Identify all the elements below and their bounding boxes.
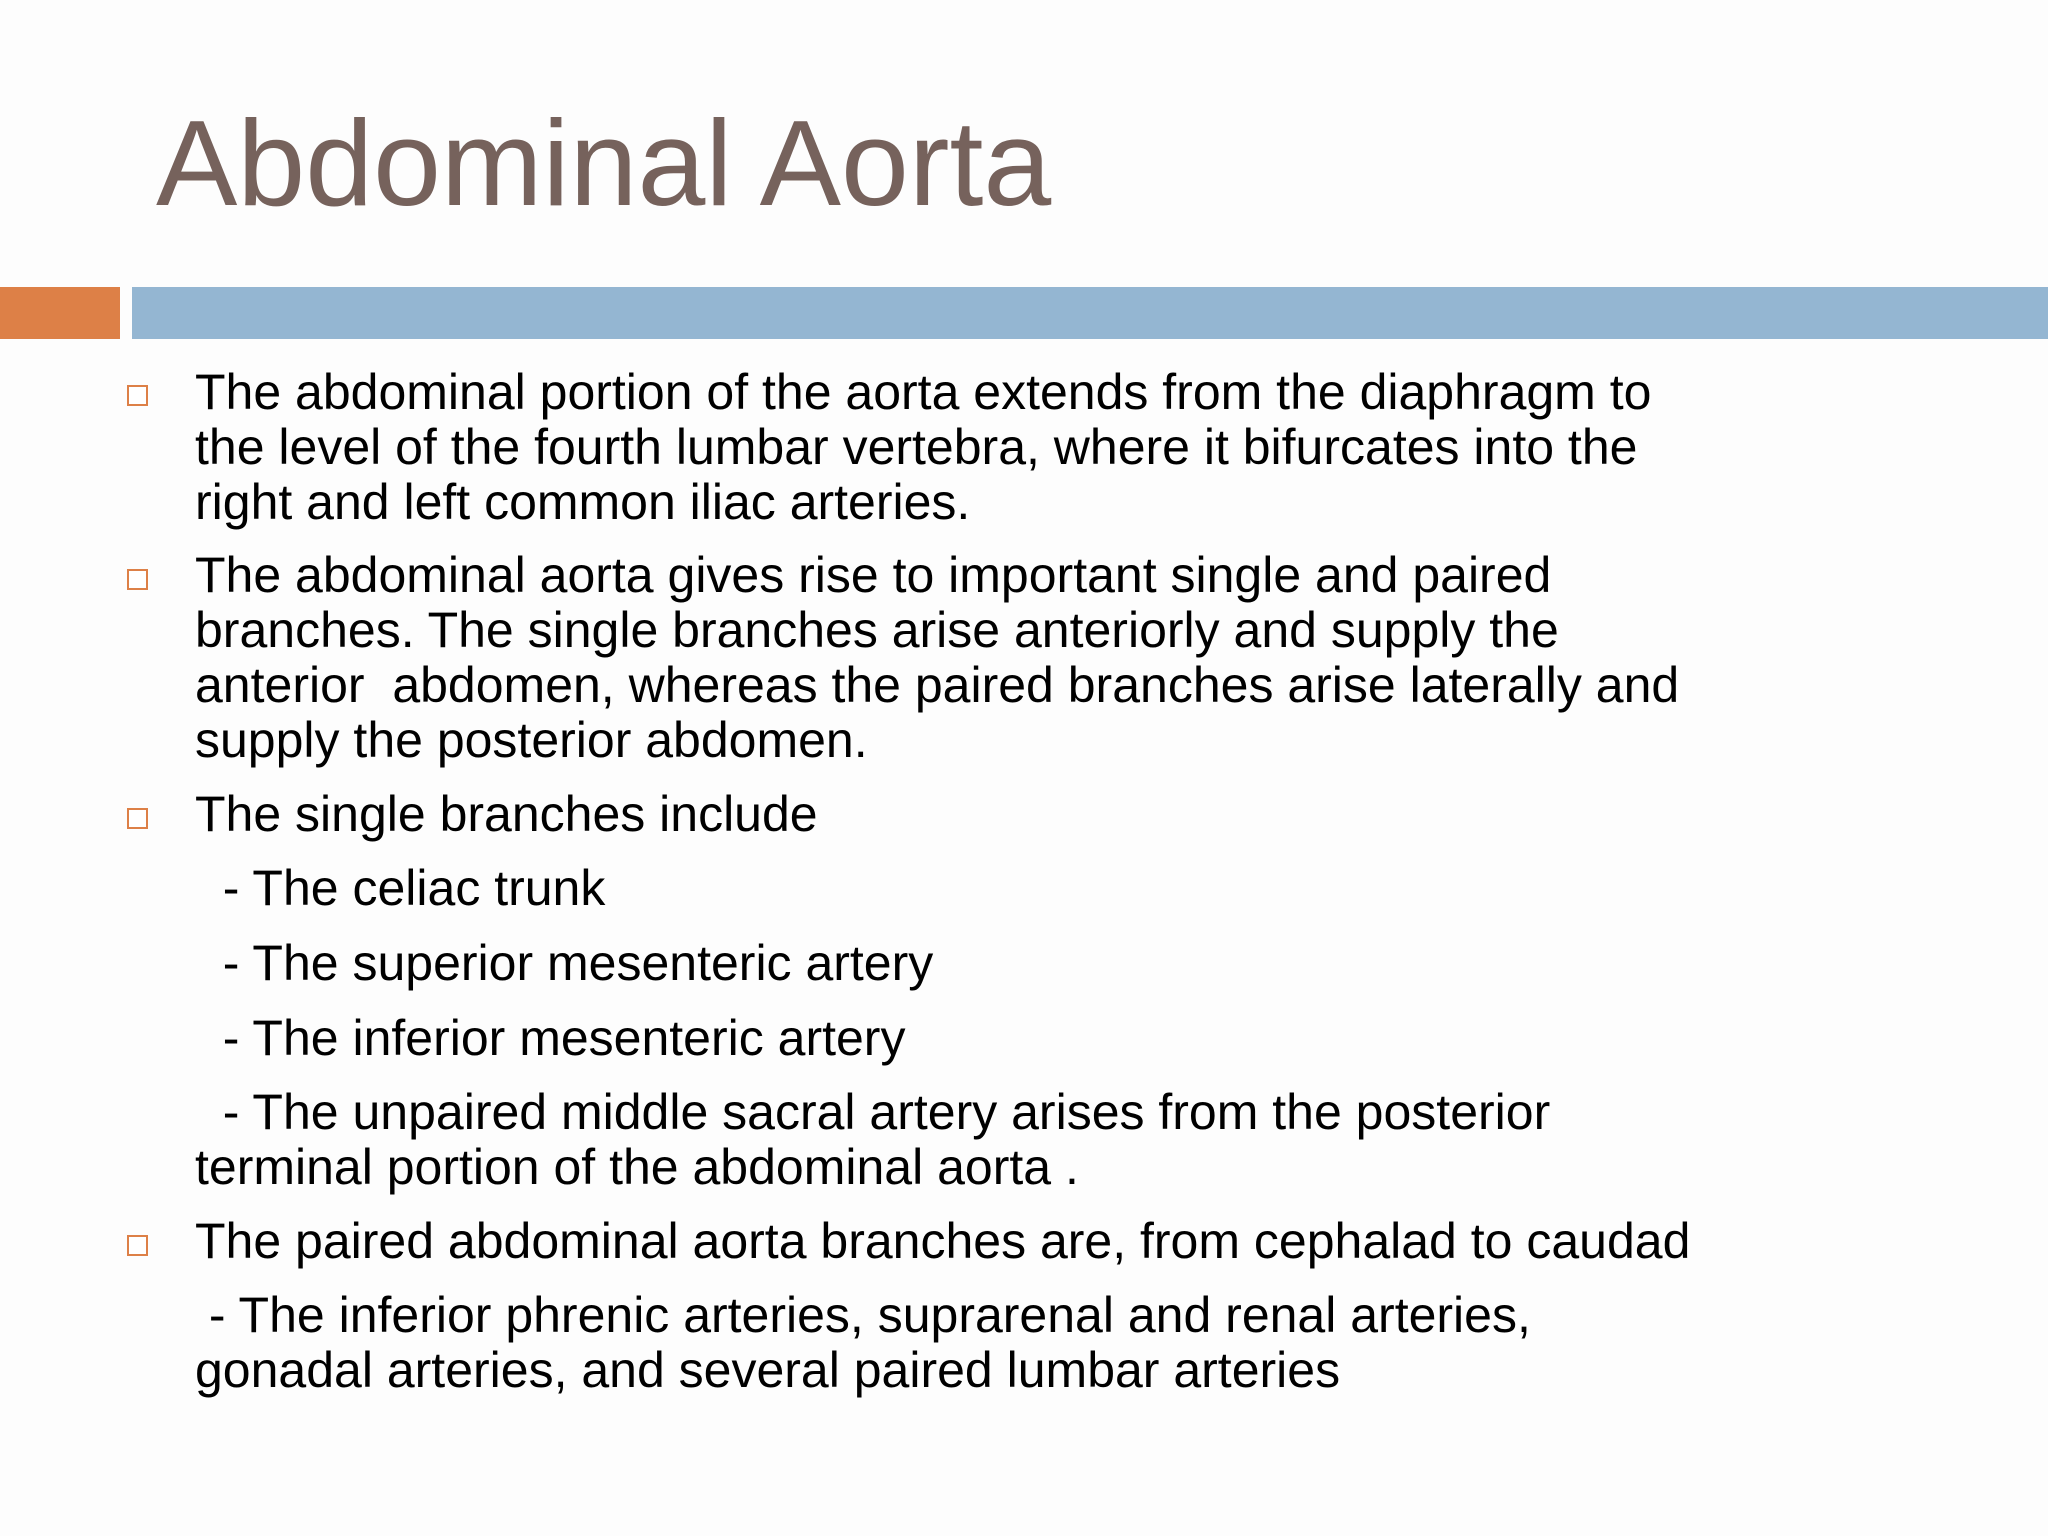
- bullet-text: The paired abdominal aorta branches are, from cephalad to caudad: [195, 1213, 1691, 1269]
- bullet-text: The abdominal portion of the aorta extends from the diaphragm to the level of the fourth lumbar vertebra, where it bifurcates into the right and left common iliac arteries.: [195, 364, 1652, 530]
- sub-item: - The inferior mesenteric artery: [195, 1010, 906, 1066]
- slide-title: Abdominal Aorta: [156, 95, 1052, 231]
- bullet-text: The single branches include: [195, 786, 818, 842]
- bullet-square-icon: [127, 569, 148, 590]
- bullet-square-icon: [127, 808, 148, 829]
- sub-item: - The celiac trunk: [195, 860, 606, 916]
- sub-item: - The inferior phrenic arteries, suprarenal and renal arteries, gonadal arteries, and several paired lumbar arteries: [195, 1287, 1531, 1398]
- bullet-text: The abdominal aorta gives rise to important single and paired branches. The single branches arise anteriorly and supply the anterior abdomen, whereas the paired branches arise laterally and supply the posterior abdomen.: [195, 547, 1680, 768]
- bullet-square-icon: [127, 1235, 148, 1256]
- sub-item: - The superior mesenteric artery: [195, 935, 934, 991]
- sub-item: - The unpaired middle sacral artery arises from the posterior terminal portion of the abdominal aorta .: [195, 1084, 1551, 1195]
- bullet-square-icon: [127, 385, 148, 406]
